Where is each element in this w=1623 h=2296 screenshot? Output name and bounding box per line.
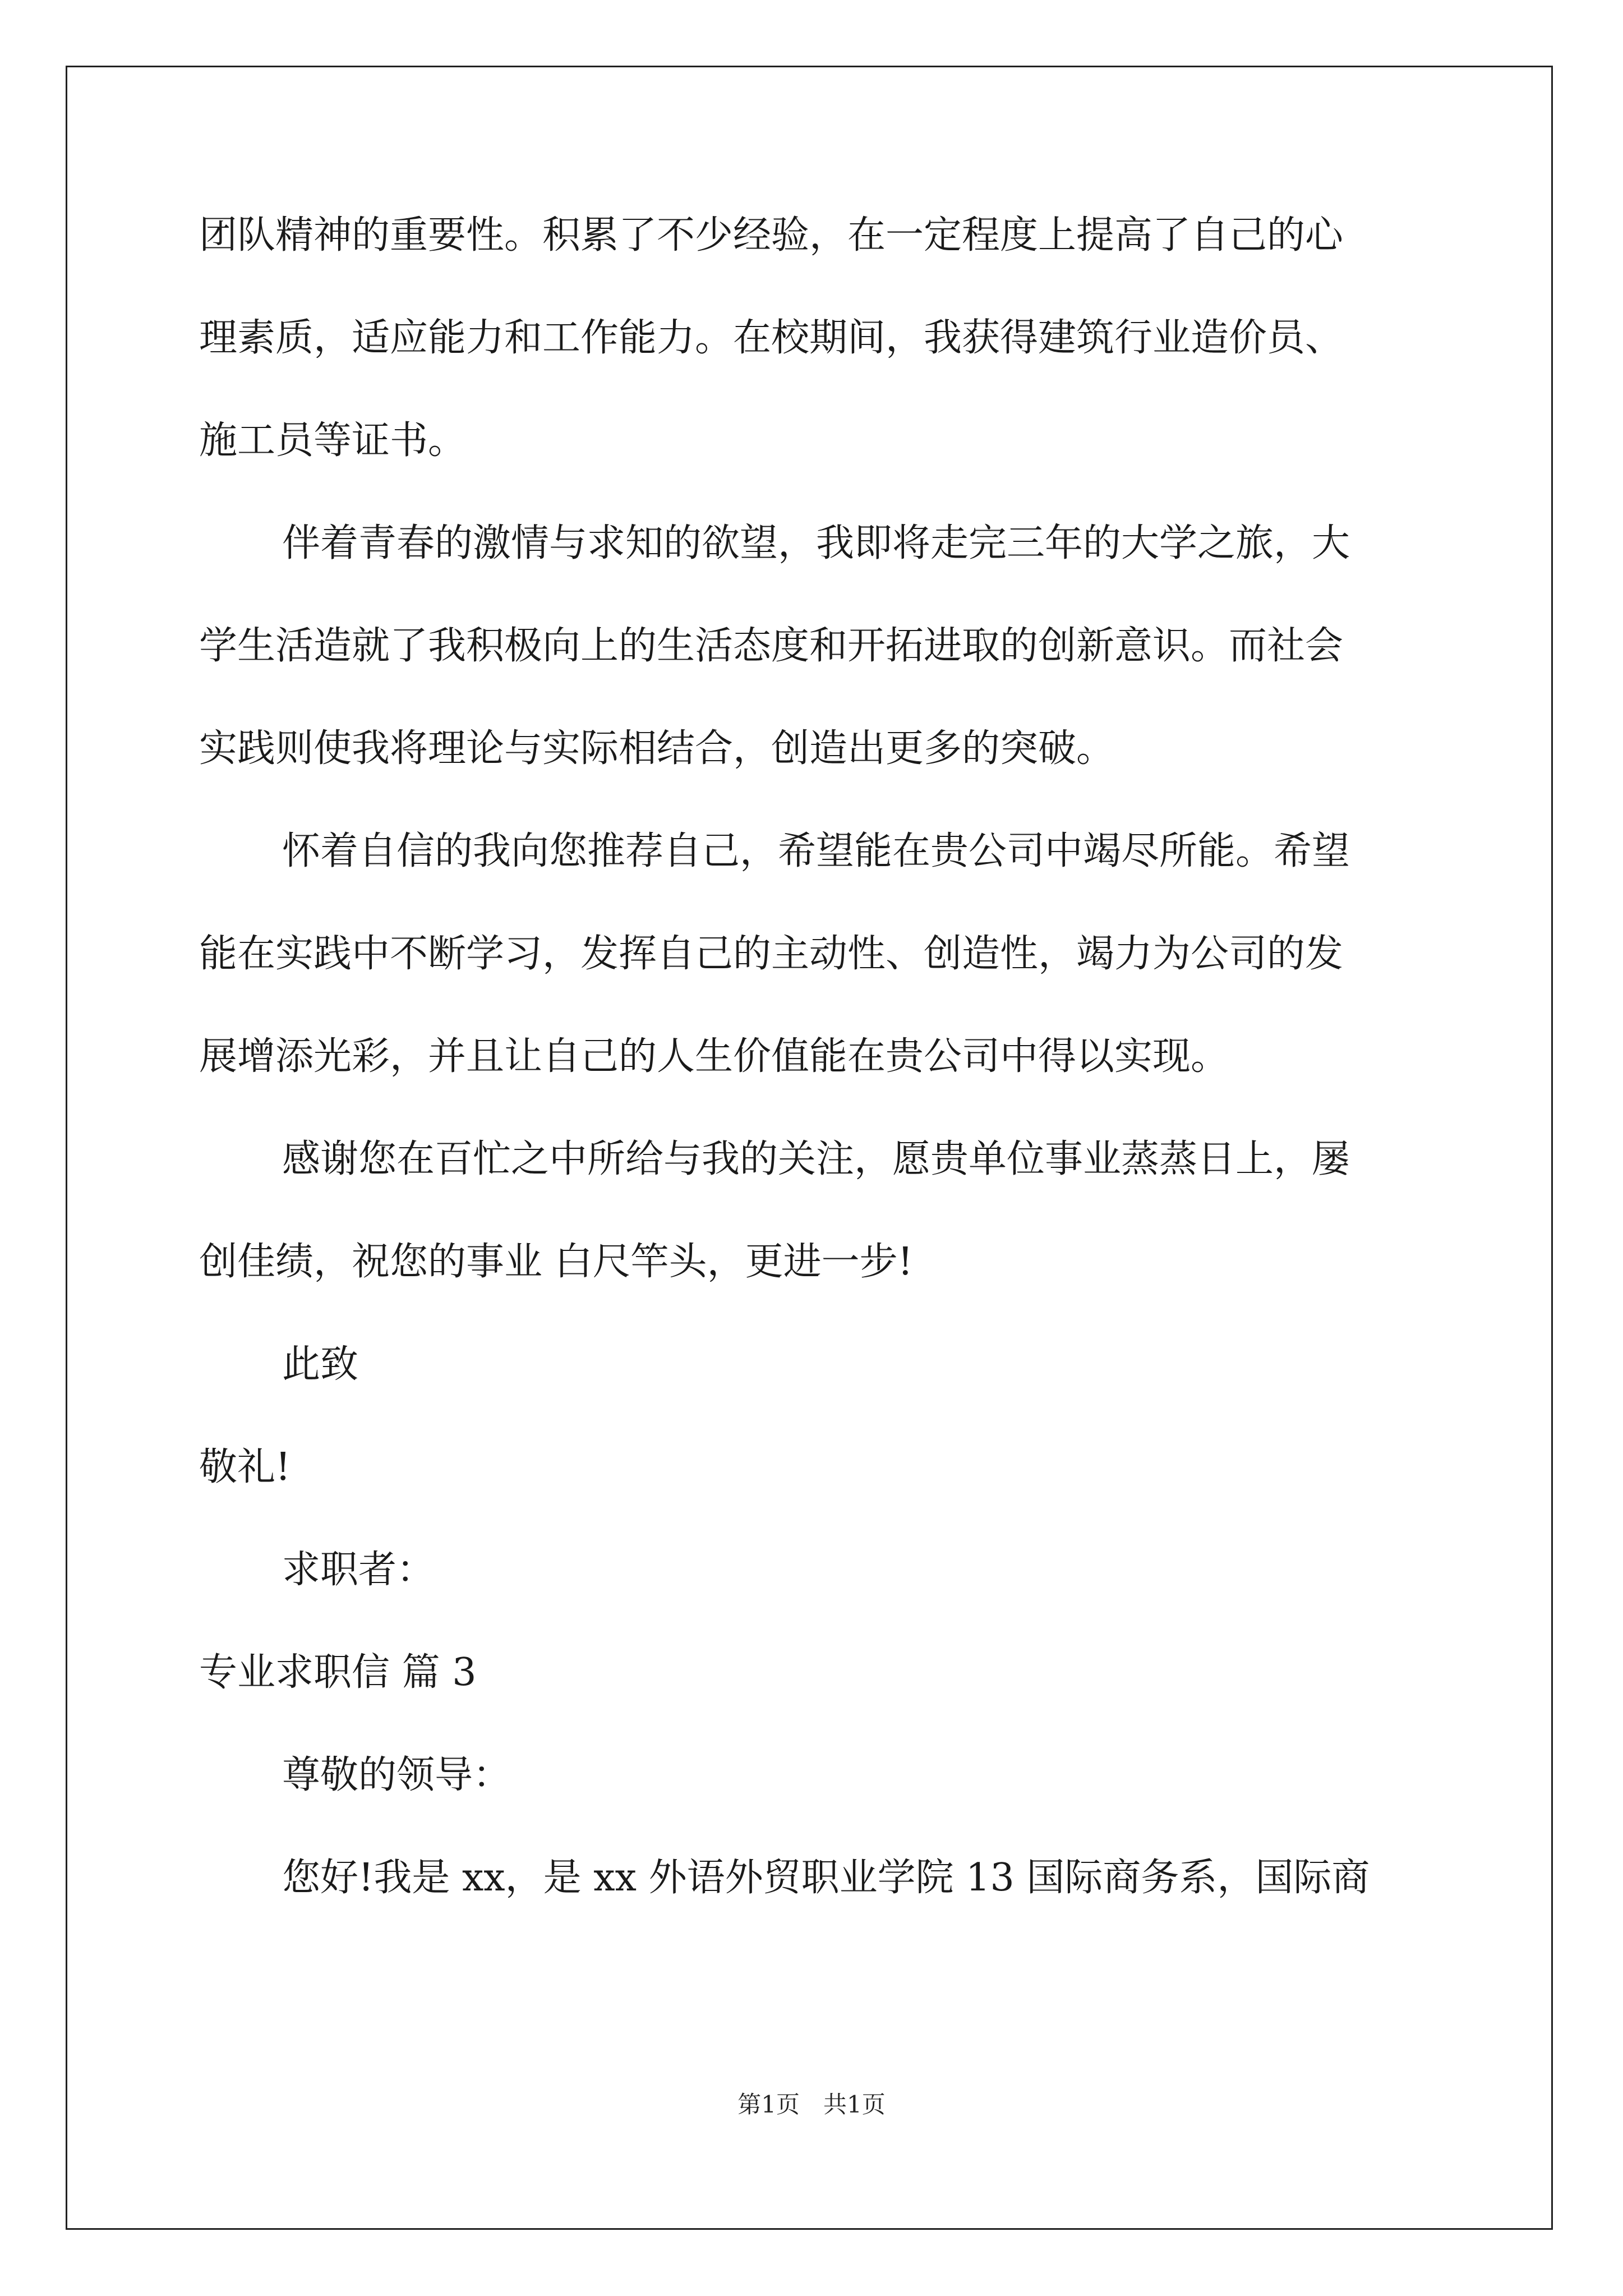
greeting-line: 尊敬的领导：	[282, 1753, 511, 1797]
paragraph-start-line: 感谢您在百忙之中所给与我的关注，愿贵单位事业蒸蒸日上，屡	[282, 1137, 1350, 1181]
text-line: 创佳绩，祝您的事业 白尺竿头，更进一步!	[199, 1240, 913, 1284]
closing-salutation: 敬礼!	[199, 1445, 291, 1489]
paragraph-start-line: 伴着青春的激情与求知的欲望，我即将走完三年的大学之旅，大	[282, 521, 1350, 565]
paragraph-start-line: 怀着自信的我向您推荐自己，希望能在贵公司中竭尽所能。希望	[282, 829, 1350, 873]
text-line: 团队精神的重要性。积累了不少经验，在一定程度上提高了自己的心	[199, 213, 1344, 257]
paragraph-start-line: 您好!我是 xx，是 xx 外语外贸职业学院 13 国际商务系，国际商	[282, 1856, 1370, 1900]
text-line: 实践则使我将理论与实际相结合，创造出更多的突破。	[199, 726, 1115, 771]
text-line: 展增添光彩，并且让自己的人生价值能在贵公司中得以实现。	[199, 1034, 1229, 1079]
text-line: 施工员等证书。	[199, 418, 467, 463]
text-line: 理素质，适应能力和工作能力。在校期间，我获得建筑行业造价员、	[199, 316, 1344, 360]
section-title: 专业求职信 篇 3	[199, 1650, 477, 1695]
text-line: 学生活造就了我积极向上的生活态度和开拓进取的创新意识。而社会	[199, 624, 1344, 668]
signature-line: 求职者：	[282, 1548, 435, 1592]
page-number: 第1页 共1页	[737, 2091, 886, 2118]
text-line: 能在实践中不断学习，发挥自己的主动性、创造性，竭力为公司的发	[199, 932, 1344, 976]
closing-line: 此致	[282, 1342, 359, 1387]
